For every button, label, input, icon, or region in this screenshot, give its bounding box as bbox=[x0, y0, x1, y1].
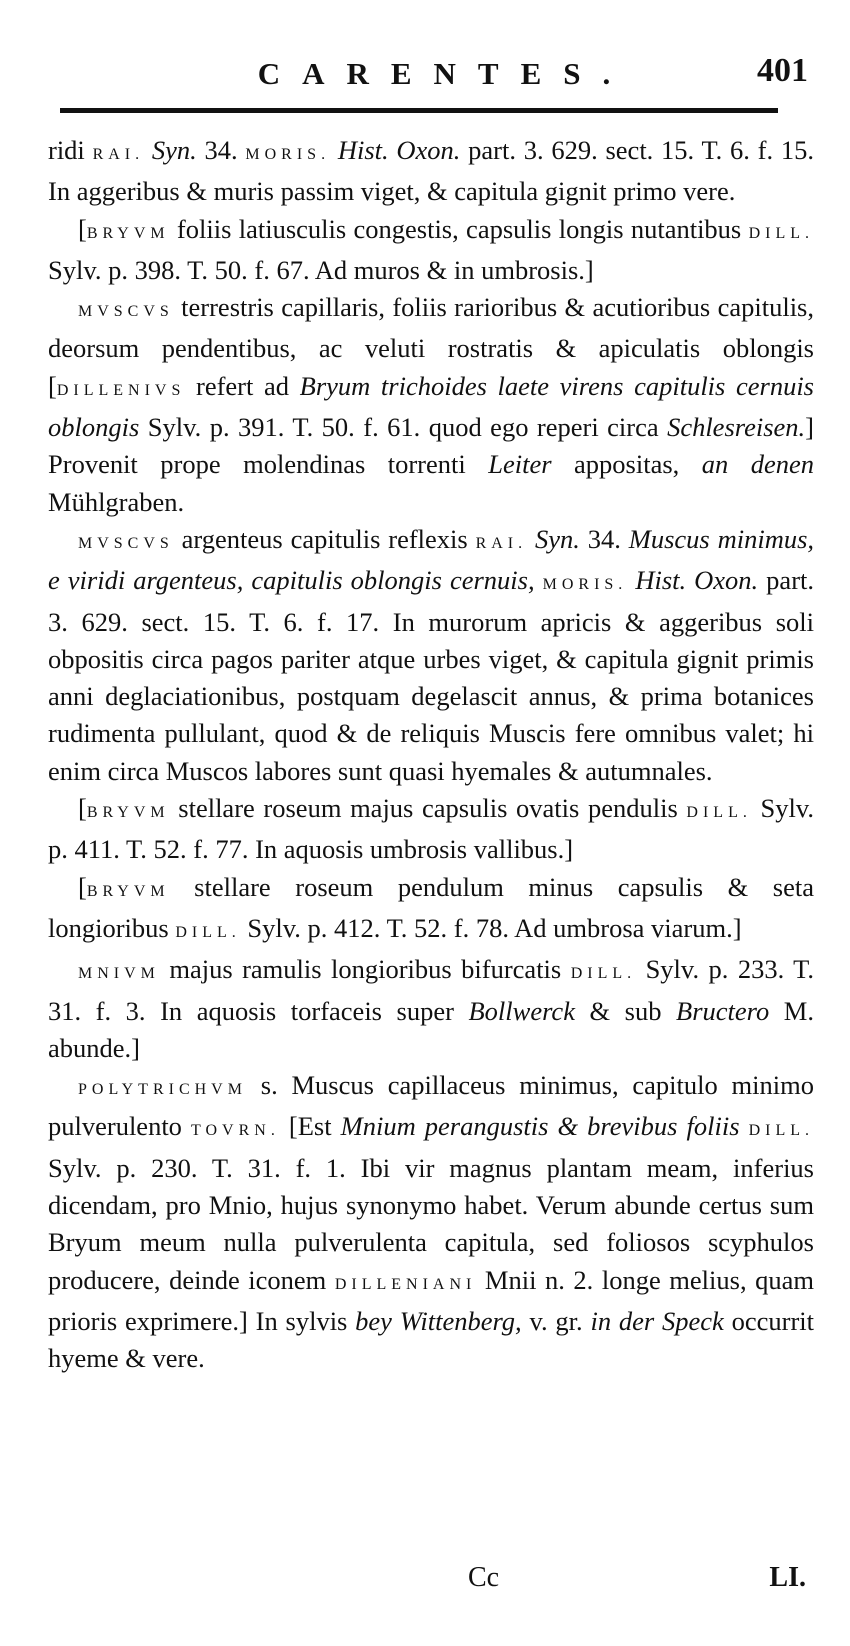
paragraph bbox=[48, 132, 814, 211]
paragraph bbox=[48, 1067, 814, 1377]
catchword: LI. bbox=[769, 1562, 806, 1593]
small-caps-name: RAI. bbox=[92, 146, 145, 163]
small-caps-name: BRYVM bbox=[86, 804, 170, 822]
text-run: part. 3. 629. sect. 15. T. 6. f. 17. In murorum apricis & aggeribus soli obpositis circa pagos pariter atque urbes viget, & capitula gignit primis anni deglaciationibus, postquam degelascit annus, & prima botanices rudimenta pullulant, quod & de reliquis Muscis fere omnibus valet; hi enim circa Muscos labores sunt quasi hyemales & autumnales. bbox=[48, 565, 815, 786]
paragraph bbox=[48, 790, 814, 869]
text-run: Sylv. p. 230. T. 31. f. 1. Ibi vir magnus plantam meam, inferius dicendam, pro Mnio, hujus synonymo habet. Verum abunde certus sum Bryum meum nulla pulverulenta capitula, sed foliosos scyphulos producere, deinde iconem bbox=[48, 1152, 814, 1295]
small-caps-name: BRYVM bbox=[86, 882, 170, 900]
paragraph bbox=[48, 951, 814, 1067]
text-run: 34. bbox=[579, 523, 629, 554]
italic-text: Schlesreisen. bbox=[667, 412, 806, 443]
text-run: Sylv. p. 398. T. 50. f. 67. Ad muros & in umbrosis.] bbox=[48, 254, 594, 285]
paragraph bbox=[48, 289, 814, 521]
small-caps-name: MVSCVS bbox=[78, 534, 174, 552]
text-run: ridi bbox=[48, 135, 93, 165]
small-caps-name: MORIS. bbox=[245, 146, 331, 163]
text-run: part. 3. 629. sect. 15. T. 6. f. 15. In aggeribus & muris passim viget, & capitula gignit primo vere. bbox=[48, 135, 814, 207]
text-run bbox=[740, 1111, 749, 1141]
italic-text: Muscus minimus, e viridi argenteus, capitulis oblongis cernuis, bbox=[48, 523, 815, 596]
text-run: refert ad bbox=[185, 370, 300, 401]
text-run: v. gr. bbox=[521, 1305, 591, 1336]
italic-text: an denen bbox=[701, 449, 815, 480]
text-run: Mühlgraben. bbox=[48, 486, 185, 517]
small-caps-name: MNIVM bbox=[78, 965, 160, 983]
italic-text: Hist. Oxon. bbox=[635, 565, 759, 596]
text-run: occurrit hyeme & vere. bbox=[48, 1305, 814, 1374]
italic-text: Leiter bbox=[488, 449, 552, 480]
small-caps-name: DILLENIVS bbox=[56, 381, 186, 399]
small-caps-name: DILL. bbox=[570, 965, 637, 983]
text-run: appositas, bbox=[551, 449, 702, 480]
small-caps-name: DILL. bbox=[748, 1122, 815, 1140]
text-run: [Est bbox=[279, 1111, 341, 1142]
small-caps-name: MVSCVS bbox=[78, 303, 174, 321]
text-run: Sylv. p. 391. T. 50. f. 61. quod ego reperi circa bbox=[139, 412, 668, 443]
small-caps-name: DILL. bbox=[748, 224, 814, 242]
text-run: stellare roseum pendulum minus capsulis & seta longioribus bbox=[48, 871, 814, 943]
text-run bbox=[144, 135, 152, 165]
text-run: foliis latiusculis congestis, capsulis longis nutantibus bbox=[169, 213, 749, 244]
signature-mark: Cc bbox=[468, 1562, 500, 1593]
text-run: Sylv. p. 412. T. 52. f. 78. Ad umbrosa viarum.] bbox=[240, 912, 742, 943]
text-run: Sylv. p. 233. T. 31. f. 3. In aquosis torfaceis super bbox=[48, 954, 815, 1026]
italic-text: in der Speck bbox=[590, 1305, 724, 1336]
italic-text: Bryum trichoides laete virens capitulis cernuis oblongis bbox=[48, 370, 814, 443]
text-run: 34. bbox=[196, 135, 246, 165]
text-run: terrestris capillaris, foliis rarioribus & acutioribus capitulis, deorsum pendentibus, ac veluti rostratis & apiculatis oblongis [ bbox=[48, 292, 814, 401]
italic-text: Bollwerck bbox=[468, 995, 575, 1026]
text-run bbox=[527, 524, 535, 554]
text-run: M. abunde.] bbox=[48, 995, 814, 1063]
text-run bbox=[330, 135, 338, 165]
italic-text: Syn. bbox=[535, 523, 580, 554]
running-head bbox=[60, 52, 808, 102]
italic-text: Syn. bbox=[151, 135, 197, 165]
text-run: Mnii n. 2. longe melius, quam prioris exprimere.] In sylvis bbox=[48, 1264, 814, 1336]
small-caps-name: DILLENIANI bbox=[334, 1275, 477, 1293]
body-text bbox=[48, 132, 814, 1378]
text-run: [ bbox=[78, 793, 87, 824]
small-caps-name: MORIS. bbox=[542, 576, 628, 594]
small-caps-name: RAI. bbox=[475, 534, 528, 552]
text-run: & sub bbox=[574, 995, 677, 1026]
text-run: majus ramulis longioribus bifurcatis bbox=[159, 954, 571, 985]
paragraph bbox=[48, 211, 814, 290]
header-rule bbox=[60, 108, 778, 113]
small-caps-name: DILL. bbox=[686, 804, 752, 822]
text-run: [ bbox=[78, 871, 87, 902]
italic-text: Mnium perangustis & brevibus foliis bbox=[340, 1111, 740, 1142]
text-run: s. Muscus capillaceus minimus, capitulo minimo pulverulento bbox=[48, 1070, 814, 1142]
italic-text: bey Wittenberg, bbox=[355, 1305, 522, 1336]
text-run: ] Provenit prope molendinas torrenti bbox=[48, 412, 814, 480]
text-run bbox=[535, 565, 543, 595]
small-caps-name: TOVRN. bbox=[191, 1122, 280, 1140]
small-caps-name: BRYVM bbox=[86, 224, 170, 242]
page-footer bbox=[48, 1562, 814, 1606]
small-caps-name: POLYTRICHVM bbox=[78, 1081, 247, 1099]
italic-text: Hist. Oxon. bbox=[337, 135, 461, 165]
text-run: [ bbox=[78, 213, 87, 244]
text-run: Sylv. p. 411. T. 52. f. 77. In aquosis umbrosis vallibus.] bbox=[48, 793, 814, 865]
italic-text: Bructero bbox=[676, 995, 770, 1026]
page-number: 401 bbox=[757, 52, 808, 89]
small-caps-name: DILL. bbox=[175, 923, 241, 941]
paragraph bbox=[48, 869, 814, 952]
paragraph bbox=[48, 521, 814, 790]
text-run: argenteus capitulis reflexis bbox=[173, 523, 476, 554]
running-title: CARENTES. bbox=[257, 56, 633, 91]
text-run: stellare roseum majus capsulis ovatis pendulis bbox=[169, 793, 687, 824]
